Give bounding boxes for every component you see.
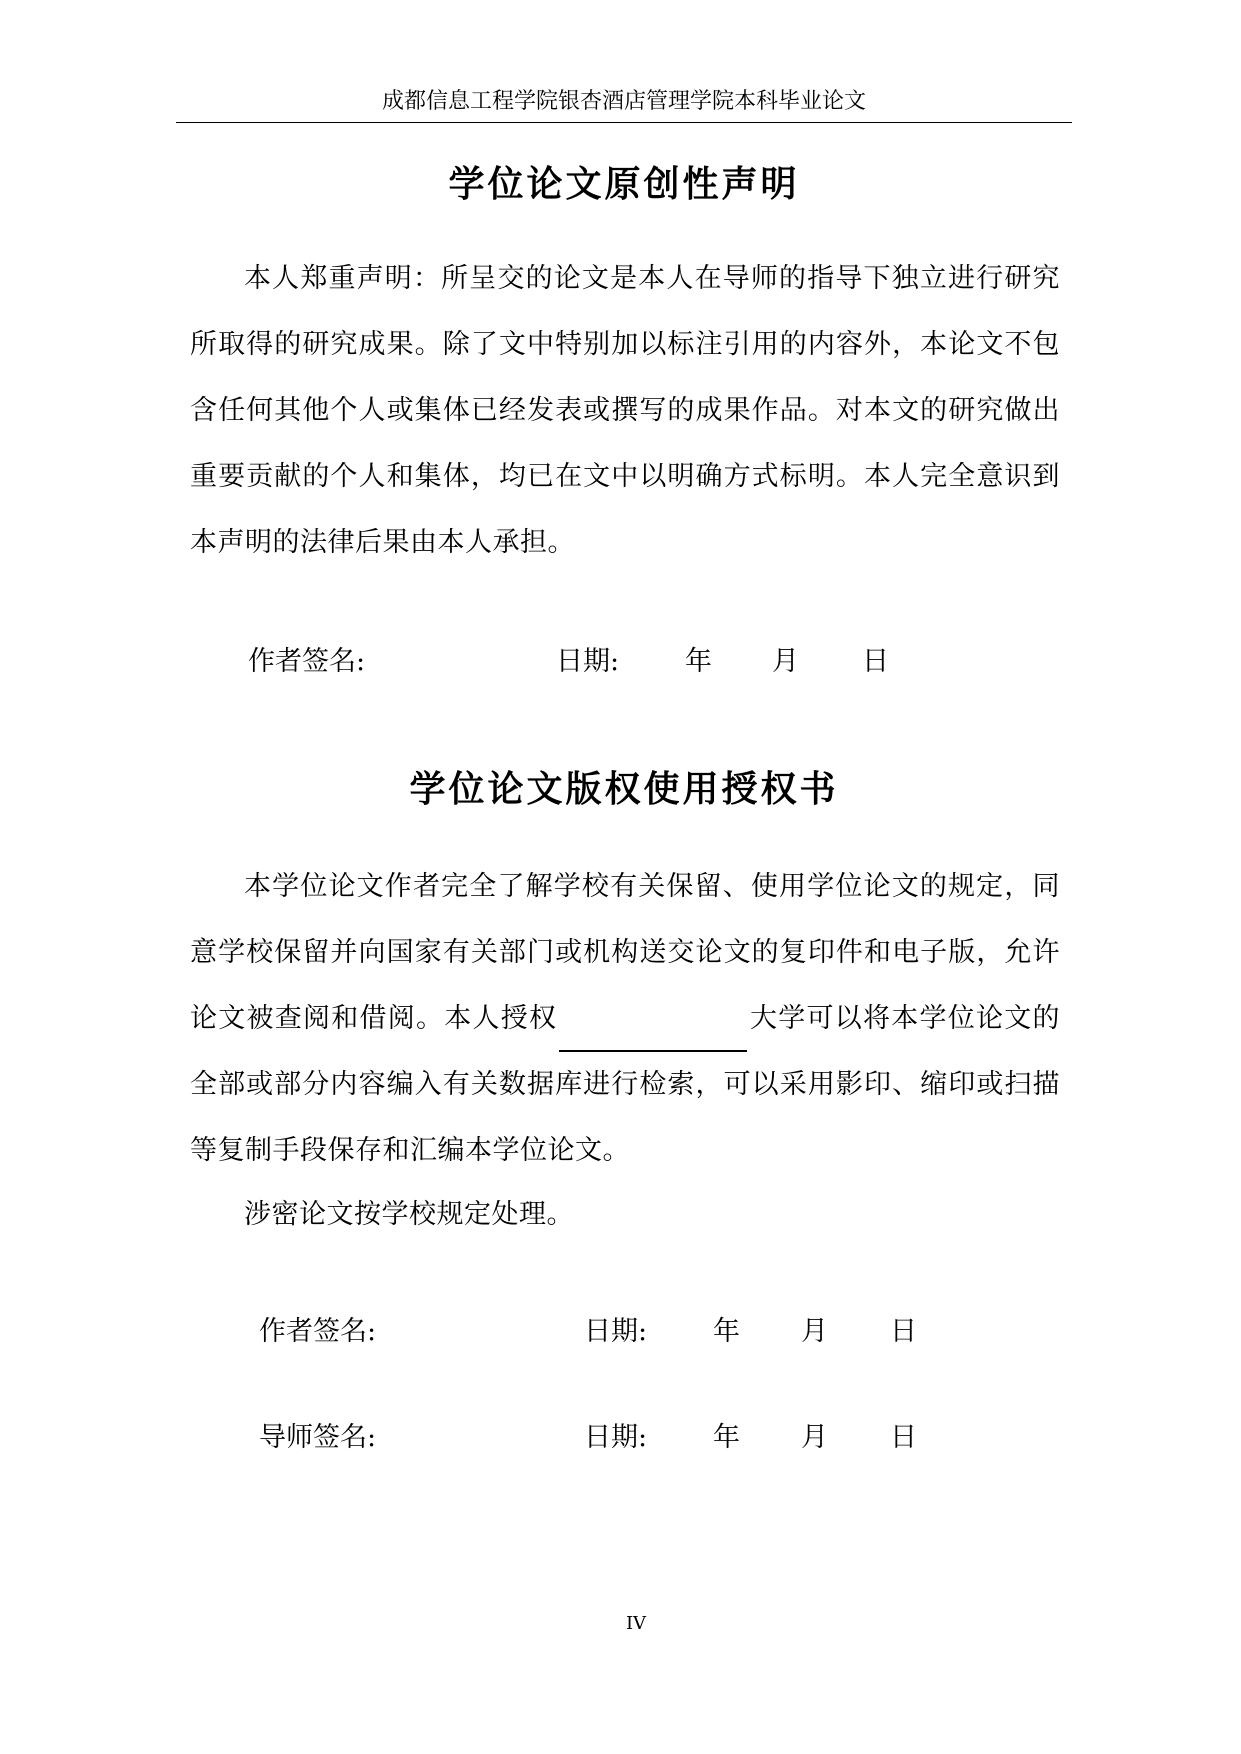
date-label: 日期: bbox=[584, 1422, 648, 1453]
originality-statement-title: 学位论文原创性声明 bbox=[448, 164, 800, 205]
day-label: 日 bbox=[890, 1316, 917, 1347]
date-label: 日期: bbox=[584, 1316, 648, 1347]
page-number: IV bbox=[625, 1613, 647, 1634]
copyright-authorization-body bbox=[190, 854, 1060, 1184]
header-rule bbox=[176, 122, 1072, 123]
month-label: 月 bbox=[772, 646, 799, 677]
university-name-blank bbox=[559, 1022, 747, 1052]
day-label: 日 bbox=[890, 1422, 917, 1453]
year-label: 年 bbox=[713, 1316, 740, 1347]
confidential-thesis-note: 涉密论文按学校规定处理。 bbox=[244, 1199, 574, 1230]
year-label: 年 bbox=[685, 646, 712, 677]
date-label: 日期: bbox=[556, 646, 620, 677]
authorization-text-before-blank: 本学位论文作者完全了解学校有关保留、使用学位论文的规定，同意学校保留并向国家有关部门或机构送交论文的复印件和电子版，允许论文被查阅和借阅。本人授权 bbox=[190, 871, 1060, 1034]
day-label: 日 bbox=[862, 646, 889, 677]
originality-statement-body: 本人郑重声明：所呈交的论文是本人在导师的指导下独立进行研究所取得的研究成果。除了文中特别加以标注引用的内容外，本论文不包含任何其他个人或集体已经发表或撰写的成果作品。对本文的研究做出重要贡献的个人和集体，均已在文中以明确方式标明。本人完全意识到本声明的法律后果由本人承担。 bbox=[190, 263, 1060, 558]
month-label: 月 bbox=[801, 1422, 828, 1453]
advisor-signature-label: 导师签名: bbox=[259, 1422, 377, 1453]
running-header: 成都信息工程学院银杏酒店管理学院本科毕业论文 bbox=[381, 89, 866, 114]
copyright-authorization-title: 学位论文版权使用授权书 bbox=[409, 769, 839, 810]
month-label: 月 bbox=[801, 1316, 828, 1347]
author-signature-label: 作者签名: bbox=[259, 1316, 377, 1347]
author-signature-label: 作者签名: bbox=[248, 646, 366, 677]
authorization-text-after-blank: 大学可以将本学位论文的全部或部分内容编入有关数据库进行检索，可以采用影印、缩印或扫描等复制手段保存和汇编本学位论文。 bbox=[190, 1003, 1060, 1166]
year-label: 年 bbox=[713, 1422, 740, 1453]
